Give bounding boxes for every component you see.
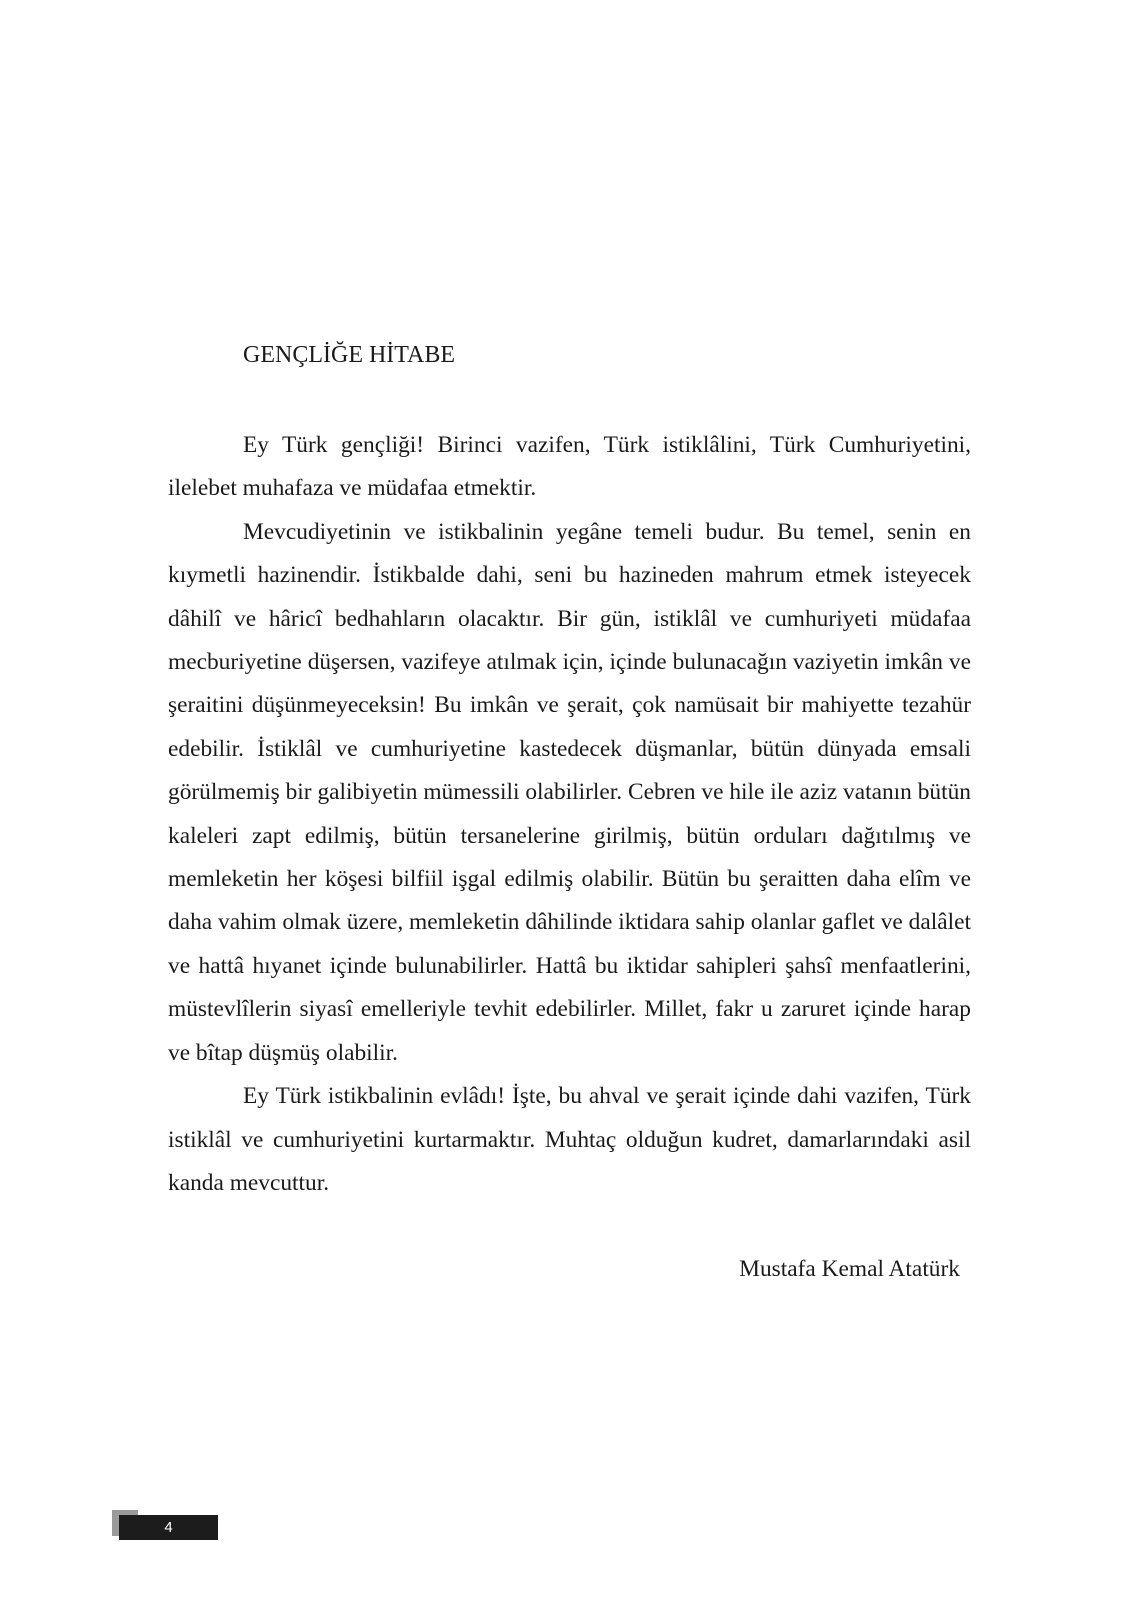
paragraph: Ey Türk istikbalinin evlâdı! İşte, bu ahval ve şerait içinde dahi vazifen, Türk istiklâl ve cumhuriyetini kurtarmaktır. Muhtaç olduğun kudret, damarlarındaki asil kanda mevcuttur. <box>168 1083 971 1196</box>
paragraph: Ey Türk gençliği! Birinci vazifen, Türk istiklâlini, Türk Cumhuriyetini, ilelebet muhafaza ve müdafaa etmektir. <box>168 432 971 502</box>
speech-body <box>168 424 971 1205</box>
page-number: 4 <box>119 1515 218 1540</box>
page-footer <box>112 1510 218 1540</box>
signature: Mustafa Kemal Atatürk <box>739 1256 960 1282</box>
page-title: GENÇLİĞE HİTABE <box>243 342 456 368</box>
paragraph: Mevcudiyetinin ve istikbalinin yegâne temeli budur. Bu temel, senin en kıymetli hazinendir. İstikbalde dahi, seni bu hazineden mahrum etmek isteyecek dâhilî ve hâricî bedhahların olacaktır. Bir gün, istiklâl ve cumhuriyeti müdafaa mecburiyetine düşersen, vazifeye atılmak için, içinde bulunacağın vaziyetin imkân ve şeraitini düşünmeyeceksin! Bu imkân ve şerait, çok namüsait bir mahiyette tezahür edebilir. İstiklâl ve cumhuriyetine kastedecek düşmanlar, bütün dünyada emsali görülmemiş bir galibiyetin mümessili olabilirler. Cebren ve hile ile aziz vatanın bütün kaleleri zapt edilmiş, bütün tersanelerine girilmiş, bütün orduları dağıtılmış ve memleketin her köşesi bilfiil işgal edilmiş olabilir. Bütün bu şeraitten daha elîm ve daha vahim olmak üzere, memleketin dâhilinde iktidara sahip olanlar gaflet ve dalâlet ve hattâ hıyanet içinde bulunabilirler. Hattâ bu iktidar sahipleri şahsî menfaatlerini, müstevlîlerin siyasî emelleriyle tevhit edebilirler. Millet, fakr u zaruret içinde harap ve bîtap düşmüş olabilir. <box>168 518 971 1066</box>
